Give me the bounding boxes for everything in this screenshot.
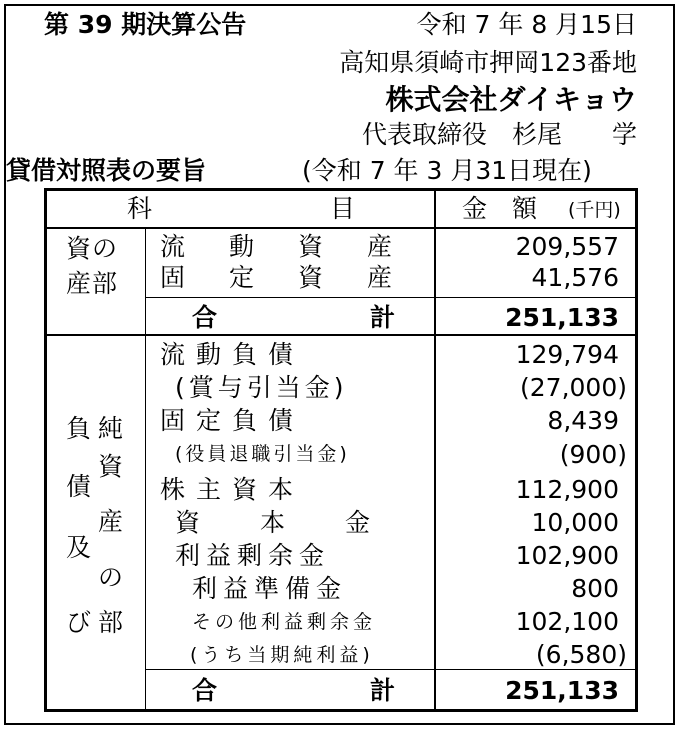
header-subject-2: 目	[330, 194, 356, 223]
asset-amount-current: 209,557	[515, 232, 619, 261]
group-divider	[145, 228, 146, 709]
liab-amount-current: 129,794	[515, 340, 619, 369]
header-amount: 金 額	[462, 194, 538, 223]
liab-total-label-1: 合	[192, 676, 218, 705]
equity-amount-capital: 10,000	[531, 508, 619, 537]
header-line	[47, 227, 635, 229]
liab-total-label-2: 計	[370, 676, 396, 705]
equity-amount-net-income: (6,580)	[535, 640, 627, 669]
liab-amount-fixed: 8,439	[547, 406, 619, 435]
liab-group-1-2: 及	[66, 533, 92, 562]
label-char: 動	[228, 232, 254, 261]
equity-amount-shareholders: 112,900	[515, 475, 619, 504]
liab-total-amount: 251,133	[505, 676, 619, 705]
balance-sheet-table	[44, 188, 638, 712]
liab-amount-bonus-reserve: (27,000)	[520, 373, 627, 402]
equity-amount-legal-reserve: 800	[571, 574, 619, 603]
notice-title: 第 39 期決算公告	[44, 10, 247, 39]
company-address: 高知県須崎市押岡123番地	[339, 48, 637, 77]
liab-amount-retirement-reserve: (900)	[559, 440, 627, 469]
assets-total-label-2: 計	[370, 303, 396, 332]
label-char: 定	[228, 263, 254, 292]
equity-label-retained: 利益剰余金	[175, 541, 331, 570]
liab-label-current: 流動負債	[160, 340, 305, 369]
section-divider	[47, 334, 635, 336]
liab-group-2-4: 部	[98, 608, 124, 637]
liab-group-1-3: び	[66, 608, 92, 637]
assets-total-amount: 251,133	[505, 303, 619, 332]
header-unit: (千円)	[568, 199, 621, 221]
equity-amount-other-retained: 102,100	[515, 607, 619, 636]
assets-group-label-bottom: 産部	[66, 269, 119, 298]
equity-amount-retained: 102,900	[515, 541, 619, 570]
liab-label-bonus-reserve: (賞与引当金)	[175, 373, 348, 402]
equity-label-net-income: (うち当期純利益)	[190, 644, 374, 666]
liab-group-2-2: 産	[98, 507, 124, 536]
liabilities-total-line	[145, 669, 635, 670]
summary-as-of: (令和 7 年 3 月31日現在)	[302, 156, 592, 185]
equity-label-other-retained: その他利益剰余金	[192, 611, 377, 633]
col-divider	[434, 191, 436, 709]
liab-label-fixed: 固定負債	[160, 406, 305, 435]
notice-date: 令和 7 年 8 月15日	[416, 10, 637, 39]
liab-label-retirement-reserve: (役員退職引当金)	[175, 443, 350, 465]
liab-group-1-1: 債	[66, 472, 92, 501]
liab-group-2-1: 資	[98, 452, 124, 481]
summary-title: 貸借対照表の要旨	[6, 156, 207, 185]
assets-total-line	[145, 297, 635, 298]
asset-label-current	[160, 234, 392, 259]
label-char: 資	[297, 232, 323, 261]
equity-label-shareholders: 株主資本	[160, 475, 305, 504]
company-name: 株式会社ダイキョウ	[385, 83, 637, 116]
label-char: 産	[366, 232, 392, 261]
assets-group-label-top: 資の	[66, 234, 119, 263]
equity-label-capital: 資本金	[175, 508, 431, 537]
asset-row-label	[160, 234, 392, 259]
equity-label-legal-reserve: 利益準備金	[192, 574, 348, 603]
label-char: 資	[297, 263, 323, 292]
representative: 代表取締役 杉尾 学	[361, 120, 637, 149]
asset-amount-fixed: 41,576	[531, 263, 619, 292]
liab-group-2-3: の	[98, 563, 124, 592]
asset-label-fixed	[160, 265, 392, 290]
assets-total-label-1: 合	[192, 303, 218, 332]
label-char: 流	[160, 232, 186, 261]
label-char: 固	[160, 263, 186, 292]
liab-group-1-0: 負	[66, 414, 92, 443]
header-subject-1: 科	[127, 194, 153, 223]
label-char: 産	[366, 263, 392, 292]
asset-row-label	[160, 265, 392, 290]
liab-group-2-0: 純	[98, 414, 124, 443]
